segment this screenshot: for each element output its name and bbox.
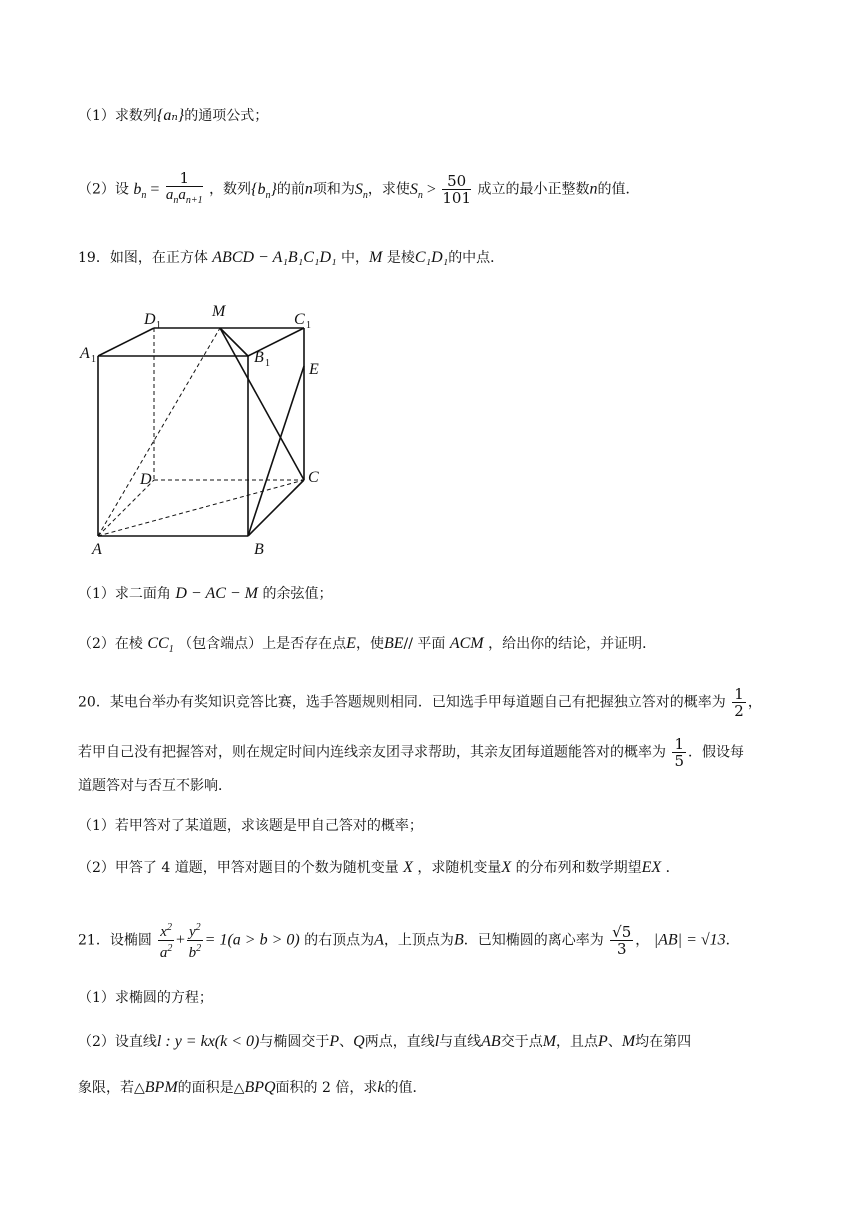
fraction-ecc: $\frac{√5}{3}$ <box>612 923 632 958</box>
fraction-x2-a2: $\frac{x^2}{a^2}$ <box>159 922 173 961</box>
svg-text:1: 1 <box>306 320 311 331</box>
label-A1: A <box>80 345 90 362</box>
svg-text:1: 1 <box>156 320 161 331</box>
fraction-y2-b2: $\frac{y^2}{b^2}$ <box>188 922 202 961</box>
q19-part1: （1）求二面角 D − AC − M 的余弦值； <box>78 585 333 602</box>
label-B1: B <box>254 349 264 366</box>
label-B: B <box>254 541 264 558</box>
label-A: A <box>92 541 102 558</box>
q20-line1: 20．某电台举办有奖知识竞答比赛，选手答题规则相同．已知选手甲每道题自己有把握独立答对的概率为 $\frac{1}{2}$ ， <box>78 685 762 720</box>
fraction-fifth: $\frac{1}{5}$ <box>674 735 684 770</box>
cube-figure <box>78 298 338 560</box>
q18-part2: （2）设 $b_n$ = $\frac{1}{a_na_{n+1}}$ ，数列$\{b_n\}$的前n项和为$S_n$，求使$S_n$ > $\frac{50}{101}$ 成立的最小正整数n的值． <box>78 169 640 207</box>
seq-an: {aₙ} <box>156 107 185 124</box>
q21-part2-line1: （2）设直线l : y = kx(k < 0)与椭圆交于P、Q两点，直线l与直线AB交于点M，且点P、M均在第四 <box>78 1033 692 1050</box>
svg-text:1: 1 <box>265 358 270 369</box>
q19-stem: 19．如图，在正方体 ABCD − A₁B₁C₁D₁ 中，M 是棱C₁D₁的中点． <box>78 249 505 266</box>
q21-part1: （1）求椭圆的方程； <box>78 990 213 1006</box>
q18-part1: （1）求数列{aₙ}的通项公式； <box>78 107 269 124</box>
label-C1: C <box>294 311 305 328</box>
label-E: E <box>309 361 319 378</box>
label-M: M <box>212 303 226 320</box>
fraction-bn: $\frac{1}{a_na_{n+1}}$ <box>165 169 203 206</box>
label-C: C <box>308 469 319 486</box>
label-D: D <box>140 471 152 488</box>
q21-part2-line2: 象限，若△BPM的面积是△BPQ面积的 2 倍，求k的值． <box>78 1079 427 1096</box>
q20-part2: （2）甲答了 4 道题，甲答对题目的个数为随机变量 X ，求随机变量X 的分布列和数学期望EX ． <box>78 859 680 876</box>
q20-part1: （1）若甲答对了某道题，求该题是甲自己答对的概率； <box>78 818 423 834</box>
fraction-half: $\frac{1}{2}$ <box>734 685 744 720</box>
q20-line3: 道题答对与否互不影响． <box>78 778 232 794</box>
q19-part2: （2）在棱 $CC_1$ （包含端点）上是否存在点E，使BE// 平面 ACM ，给出你的结论，并证明． <box>78 635 657 656</box>
svg-text:1: 1 <box>91 354 96 365</box>
q21-stem: 21．设椭圆 $\frac{x^2}{a^2}$ + $\frac{y^2}{b^2}$ = 1(a > b > 0) 的右顶点为A，上顶点为B．已知椭圆的离心率为 $\frac{√5}{3}$ ， |AB| = √13． <box>78 922 740 961</box>
q20-line2: 若甲自己没有把握答对，则在规定时间内连线亲友团寻求帮助，其亲友团每道题能答对的概率为 $\frac{1}{5}$ ．假设每 <box>78 735 744 770</box>
label-D1: D <box>144 311 156 328</box>
fraction-50-101: $\frac{50}{101}$ <box>442 172 471 207</box>
